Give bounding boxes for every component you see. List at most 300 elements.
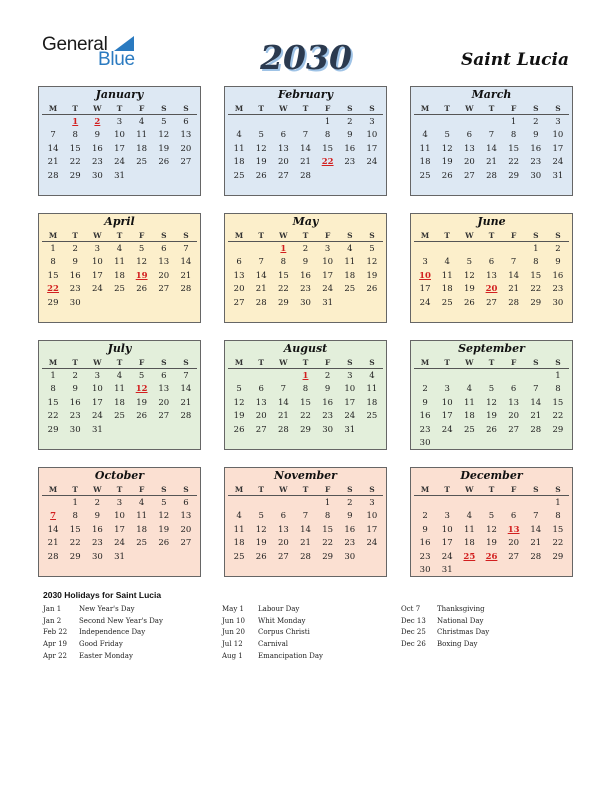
day-cell: 24 <box>419 297 431 308</box>
day-cell: 27 <box>233 297 245 308</box>
day-cell: 11 <box>463 524 475 535</box>
day-cell: 25 <box>233 170 245 181</box>
empty-day-cell <box>525 564 547 578</box>
day-cell: 6 <box>161 370 167 381</box>
day-cell: 22 <box>322 538 334 549</box>
day-cell: 10 <box>552 130 564 141</box>
day-cell: 6 <box>161 243 167 254</box>
day-cell: 23 <box>300 284 311 295</box>
day-cell: 13 <box>180 511 192 522</box>
day-cell: 14 <box>530 397 542 408</box>
day-cell: 7 <box>302 511 309 522</box>
week-row <box>414 550 569 564</box>
week-row <box>228 523 383 537</box>
day-cell: 4 <box>466 384 473 395</box>
day-cell: 5 <box>138 370 145 381</box>
weekday-header-row <box>414 483 569 496</box>
day-cell: 12 <box>233 397 245 408</box>
day-cell: 13 <box>255 397 267 408</box>
week-row <box>414 242 569 256</box>
day-cell: 3 <box>94 243 101 254</box>
holiday-name: Good Friday <box>79 640 123 649</box>
day-cell: 16 <box>552 270 564 281</box>
day-cell: 7 <box>50 130 56 141</box>
day-cell: 2 <box>555 243 561 254</box>
day-cell: 19 <box>136 397 148 408</box>
weekday-header-row <box>42 483 197 496</box>
weekday-header-row <box>228 483 383 496</box>
day-cell: 14 <box>180 384 192 395</box>
day-cell: 2 <box>302 243 309 254</box>
holiday-name: Boxing Day <box>437 640 478 649</box>
month-days-table <box>414 356 569 450</box>
empty-day-cell <box>503 496 525 510</box>
empty-day-cell <box>458 437 480 451</box>
day-cell: 9 <box>533 130 539 141</box>
day-cell: 7 <box>533 511 539 522</box>
empty-day-cell <box>175 296 197 310</box>
month-title: July <box>107 342 132 355</box>
weekday-label: S <box>161 484 167 494</box>
day-cell: 8 <box>72 511 78 522</box>
week-row <box>414 283 569 297</box>
day-cell: 14 <box>508 270 520 281</box>
weekday-label: S <box>369 357 375 367</box>
day-cell: 13 <box>158 257 170 268</box>
day-cell: 5 <box>466 257 473 268</box>
day-cell: 25 <box>114 284 125 295</box>
day-cell: 24 <box>322 284 334 295</box>
weekday-label: F <box>138 103 145 113</box>
day-cell: 25 <box>366 411 378 422</box>
day-cell: 4 <box>236 130 242 141</box>
empty-day-cell <box>480 564 502 578</box>
weekday-label: T <box>258 484 264 494</box>
day-cell: 24 <box>114 538 125 549</box>
day-cell: 5 <box>258 511 264 522</box>
day-cell: 13 <box>507 524 520 535</box>
day-cell: 19 <box>158 524 170 535</box>
day-cell: 9 <box>94 130 101 141</box>
day-cell: 4 <box>236 511 242 522</box>
day-cell: 29 <box>552 551 564 562</box>
day-cell: 3 <box>444 384 450 395</box>
day-cell: 1 <box>280 243 287 254</box>
day-cell: 30 <box>322 424 334 435</box>
weekday-label: S <box>183 103 189 113</box>
day-cell: 11 <box>114 384 125 395</box>
weekday-label: S <box>555 230 561 240</box>
day-cell: 10 <box>366 130 378 141</box>
empty-day-cell <box>503 564 525 578</box>
holiday-date: Jan 2 <box>43 616 62 625</box>
day-cell: 28 <box>530 551 542 562</box>
day-cell: 18 <box>136 524 148 535</box>
month-october <box>38 467 201 577</box>
holiday-entry <box>401 628 489 640</box>
day-cell: 30 <box>530 170 542 181</box>
month-may <box>224 213 387 323</box>
day-cell: 8 <box>72 130 78 141</box>
holiday-name: National Day <box>437 616 484 625</box>
weekday-label: F <box>138 230 145 240</box>
day-cell: 23 <box>419 424 431 435</box>
day-cell: 22 <box>69 157 81 168</box>
day-cell: 15 <box>508 143 520 154</box>
holiday-name: Easter Monday <box>79 651 133 660</box>
empty-day-cell <box>339 169 361 183</box>
day-cell: 16 <box>419 538 431 549</box>
weekday-header-row <box>414 356 569 369</box>
weekday-header-row <box>414 229 569 242</box>
weekday-header-row <box>42 102 197 115</box>
day-cell: 13 <box>463 143 475 154</box>
day-cell: 10 <box>114 511 125 522</box>
day-cell: 14 <box>277 397 289 408</box>
day-cell: 8 <box>50 257 56 268</box>
weekday-label: T <box>116 103 123 113</box>
empty-day-cell <box>503 369 525 383</box>
week-row <box>414 423 569 437</box>
holiday-entry <box>222 605 323 617</box>
calendar-year: 2030 <box>260 38 352 77</box>
empty-day-cell <box>228 369 250 383</box>
day-cell: 5 <box>161 116 167 127</box>
empty-day-cell <box>339 296 361 310</box>
day-cell: 25 <box>136 538 148 549</box>
day-cell: 10 <box>91 257 103 268</box>
day-cell: 29 <box>69 551 81 562</box>
day-cell: 26 <box>233 424 245 435</box>
day-cell: 29 <box>47 424 59 435</box>
weekday-label: T <box>302 484 309 494</box>
day-cell: 5 <box>369 243 375 254</box>
empty-day-cell <box>153 550 175 564</box>
month-title: November <box>274 469 337 482</box>
day-cell: 20 <box>180 524 192 535</box>
weekday-label: W <box>465 357 474 367</box>
day-cell: 19 <box>158 143 170 154</box>
weekday-label: M <box>48 357 58 367</box>
day-cell: 11 <box>366 384 378 395</box>
day-cell: 1 <box>302 370 309 381</box>
day-cell: 22 <box>530 284 542 295</box>
day-cell: 17 <box>322 270 334 281</box>
day-cell: 25 <box>114 411 125 422</box>
week-row <box>228 256 383 270</box>
week-row <box>42 156 197 170</box>
month-november <box>224 467 387 577</box>
empty-day-cell <box>436 369 458 383</box>
day-cell: 27 <box>508 424 520 435</box>
day-cell: 5 <box>258 130 264 141</box>
day-cell: 6 <box>466 130 473 141</box>
week-row <box>414 537 569 551</box>
day-cell: 3 <box>422 257 428 268</box>
empty-day-cell <box>361 169 383 183</box>
day-cell: 1 <box>324 116 331 127</box>
day-cell: 8 <box>324 511 331 522</box>
day-cell: 17 <box>366 143 378 154</box>
weekday-label: F <box>138 357 145 367</box>
day-cell: 1 <box>72 116 79 127</box>
weekday-label: S <box>183 484 189 494</box>
day-cell: 20 <box>277 157 289 168</box>
empty-day-cell <box>361 550 383 564</box>
day-cell: 21 <box>300 538 311 549</box>
weekday-label: S <box>347 103 353 113</box>
weekday-label: F <box>510 484 517 494</box>
week-row <box>414 296 569 310</box>
day-cell: 16 <box>69 270 81 281</box>
empty-day-cell <box>108 296 130 310</box>
day-cell: 28 <box>300 170 311 181</box>
day-cell: 4 <box>116 370 123 381</box>
day-cell: 30 <box>552 297 564 308</box>
empty-day-cell <box>414 369 436 383</box>
month-title: April <box>104 215 135 228</box>
day-cell: 5 <box>488 511 495 522</box>
day-cell: 3 <box>555 116 561 127</box>
empty-day-cell <box>436 496 458 510</box>
holiday-date: Dec 25 <box>401 628 426 637</box>
day-cell: 9 <box>94 511 101 522</box>
weekday-label: F <box>324 484 331 494</box>
day-cell: 13 <box>277 524 289 535</box>
day-cell: 14 <box>255 270 267 281</box>
day-cell: 18 <box>233 538 245 549</box>
week-row <box>42 129 197 143</box>
day-cell: 12 <box>366 257 378 268</box>
month-september <box>410 340 573 450</box>
day-cell: 3 <box>324 243 331 254</box>
weekday-label: T <box>72 230 78 240</box>
day-cell: 10 <box>366 511 378 522</box>
day-cell: 27 <box>255 424 267 435</box>
empty-day-cell <box>294 496 316 510</box>
week-row <box>42 423 197 437</box>
month-days-table <box>414 102 569 183</box>
day-cell: 16 <box>91 524 103 535</box>
day-cell: 26 <box>158 538 170 549</box>
day-cell: 23 <box>344 538 356 549</box>
week-row <box>414 383 569 397</box>
weekday-label: W <box>93 103 102 113</box>
day-cell: 31 <box>552 170 564 181</box>
weekday-label: S <box>347 357 353 367</box>
day-cell: 14 <box>300 524 311 535</box>
day-cell: 9 <box>302 257 309 268</box>
holiday-entry <box>43 605 163 617</box>
day-cell: 24 <box>441 424 453 435</box>
day-cell: 12 <box>441 143 453 154</box>
holiday-entry <box>222 640 323 652</box>
day-cell: 20 <box>158 397 170 408</box>
month-june <box>410 213 573 323</box>
day-cell: 3 <box>347 370 353 381</box>
day-cell: 11 <box>344 257 356 268</box>
day-cell: 19 <box>486 538 497 549</box>
weekday-label: T <box>488 230 495 240</box>
day-cell: 7 <box>183 243 189 254</box>
day-cell: 15 <box>322 524 334 535</box>
empty-day-cell <box>361 296 383 310</box>
empty-day-cell <box>131 169 153 183</box>
day-cell: 23 <box>530 157 542 168</box>
day-cell: 25 <box>441 297 453 308</box>
day-cell: 11 <box>233 524 245 535</box>
day-cell: 26 <box>136 284 148 295</box>
holiday-date: Feb 22 <box>43 628 68 637</box>
day-cell: 29 <box>277 297 289 308</box>
month-january <box>38 86 201 196</box>
day-cell: 1 <box>510 116 517 127</box>
week-row <box>414 169 569 183</box>
holiday-date: Jun 20 <box>222 628 245 637</box>
day-cell: 6 <box>183 116 189 127</box>
day-cell: 18 <box>463 411 475 422</box>
empty-day-cell <box>525 369 547 383</box>
day-cell: 21 <box>530 411 542 422</box>
day-cell: 15 <box>300 397 311 408</box>
day-cell: 28 <box>508 297 520 308</box>
day-cell: 24 <box>114 157 125 168</box>
holiday-name: New Year's Day <box>79 605 135 613</box>
day-cell: 4 <box>466 511 473 522</box>
day-cell: 6 <box>510 384 517 395</box>
weekday-label: S <box>161 103 167 113</box>
weekday-label: M <box>48 484 58 494</box>
day-cell: 10 <box>91 384 103 395</box>
day-cell: 12 <box>158 130 170 141</box>
day-cell: 16 <box>344 143 356 154</box>
weekday-label: M <box>420 230 430 240</box>
day-cell: 25 <box>463 551 476 562</box>
empty-day-cell <box>480 496 502 510</box>
empty-day-cell <box>361 423 383 437</box>
day-cell: 28 <box>530 424 542 435</box>
day-cell: 16 <box>322 397 334 408</box>
holiday-date: Dec 26 <box>401 640 426 649</box>
day-cell: 3 <box>369 497 375 508</box>
empty-day-cell <box>272 496 294 510</box>
day-cell: 2 <box>347 116 353 127</box>
day-cell: 15 <box>69 524 81 535</box>
day-cell: 18 <box>441 284 453 295</box>
week-row <box>42 296 197 310</box>
day-cell: 10 <box>322 257 334 268</box>
day-cell: 5 <box>138 243 145 254</box>
day-cell: 29 <box>322 551 334 562</box>
week-row <box>228 383 383 397</box>
weekday-label: M <box>420 357 430 367</box>
day-cell: 11 <box>136 130 148 141</box>
day-cell: 8 <box>533 257 539 268</box>
week-row <box>42 169 197 183</box>
week-row <box>414 256 569 270</box>
day-cell: 10 <box>419 270 431 281</box>
day-cell: 18 <box>136 143 148 154</box>
day-cell: 13 <box>508 397 520 408</box>
weekday-label: M <box>48 103 58 113</box>
week-row <box>228 156 383 170</box>
day-cell: 7 <box>302 130 309 141</box>
day-cell: 26 <box>463 297 475 308</box>
day-cell: 22 <box>47 284 59 295</box>
day-cell: 4 <box>422 130 428 141</box>
day-cell: 12 <box>255 143 267 154</box>
day-cell: 13 <box>233 270 245 281</box>
week-row <box>414 437 569 451</box>
day-cell: 26 <box>158 157 170 168</box>
holiday-date: Jul 12 <box>222 640 243 649</box>
day-cell: 17 <box>91 270 103 281</box>
month-days-table <box>42 229 197 310</box>
weekday-header-row <box>228 356 383 369</box>
week-row <box>42 550 197 564</box>
day-cell: 4 <box>347 243 353 254</box>
day-cell: 10 <box>114 130 125 141</box>
empty-day-cell <box>250 369 272 383</box>
day-cell: 30 <box>69 424 81 435</box>
day-cell: 26 <box>255 551 267 562</box>
weekday-label: M <box>420 103 430 113</box>
week-row <box>228 296 383 310</box>
day-cell: 26 <box>485 551 498 562</box>
day-cell: 27 <box>277 551 289 562</box>
week-row <box>42 115 197 129</box>
empty-day-cell <box>436 437 458 451</box>
week-row <box>228 369 383 383</box>
day-cell: 6 <box>280 511 287 522</box>
empty-day-cell <box>547 564 569 578</box>
holiday-date: Apr 22 <box>43 651 68 660</box>
day-cell: 19 <box>255 157 267 168</box>
day-cell: 21 <box>47 157 59 168</box>
day-cell: 15 <box>277 270 289 281</box>
weekday-header-row <box>42 356 197 369</box>
day-cell: 12 <box>158 511 170 522</box>
day-cell: 24 <box>91 411 103 422</box>
day-cell: 23 <box>91 538 103 549</box>
day-cell: 26 <box>366 284 378 295</box>
weekday-label: M <box>234 357 244 367</box>
day-cell: 16 <box>530 143 542 154</box>
day-cell: 24 <box>91 284 103 295</box>
weekday-label: T <box>488 357 495 367</box>
day-cell: 1 <box>555 497 561 508</box>
weekday-header-row <box>228 102 383 115</box>
month-days-table <box>414 229 569 310</box>
holiday-name: Whit Monday <box>258 616 306 625</box>
day-cell: 8 <box>510 130 517 141</box>
day-cell: 24 <box>552 157 564 168</box>
day-cell: 6 <box>280 130 287 141</box>
day-cell: 26 <box>441 170 453 181</box>
week-row <box>414 269 569 283</box>
day-cell: 18 <box>114 397 125 408</box>
month-days-table <box>228 102 383 183</box>
empty-day-cell <box>153 169 175 183</box>
day-cell: 14 <box>530 524 542 535</box>
weekday-label: W <box>465 103 474 113</box>
empty-day-cell <box>458 369 480 383</box>
day-cell: 4 <box>138 497 145 508</box>
empty-day-cell <box>458 564 480 578</box>
holiday-entry <box>401 605 489 617</box>
day-cell: 25 <box>233 551 245 562</box>
day-cell: 24 <box>441 551 453 562</box>
